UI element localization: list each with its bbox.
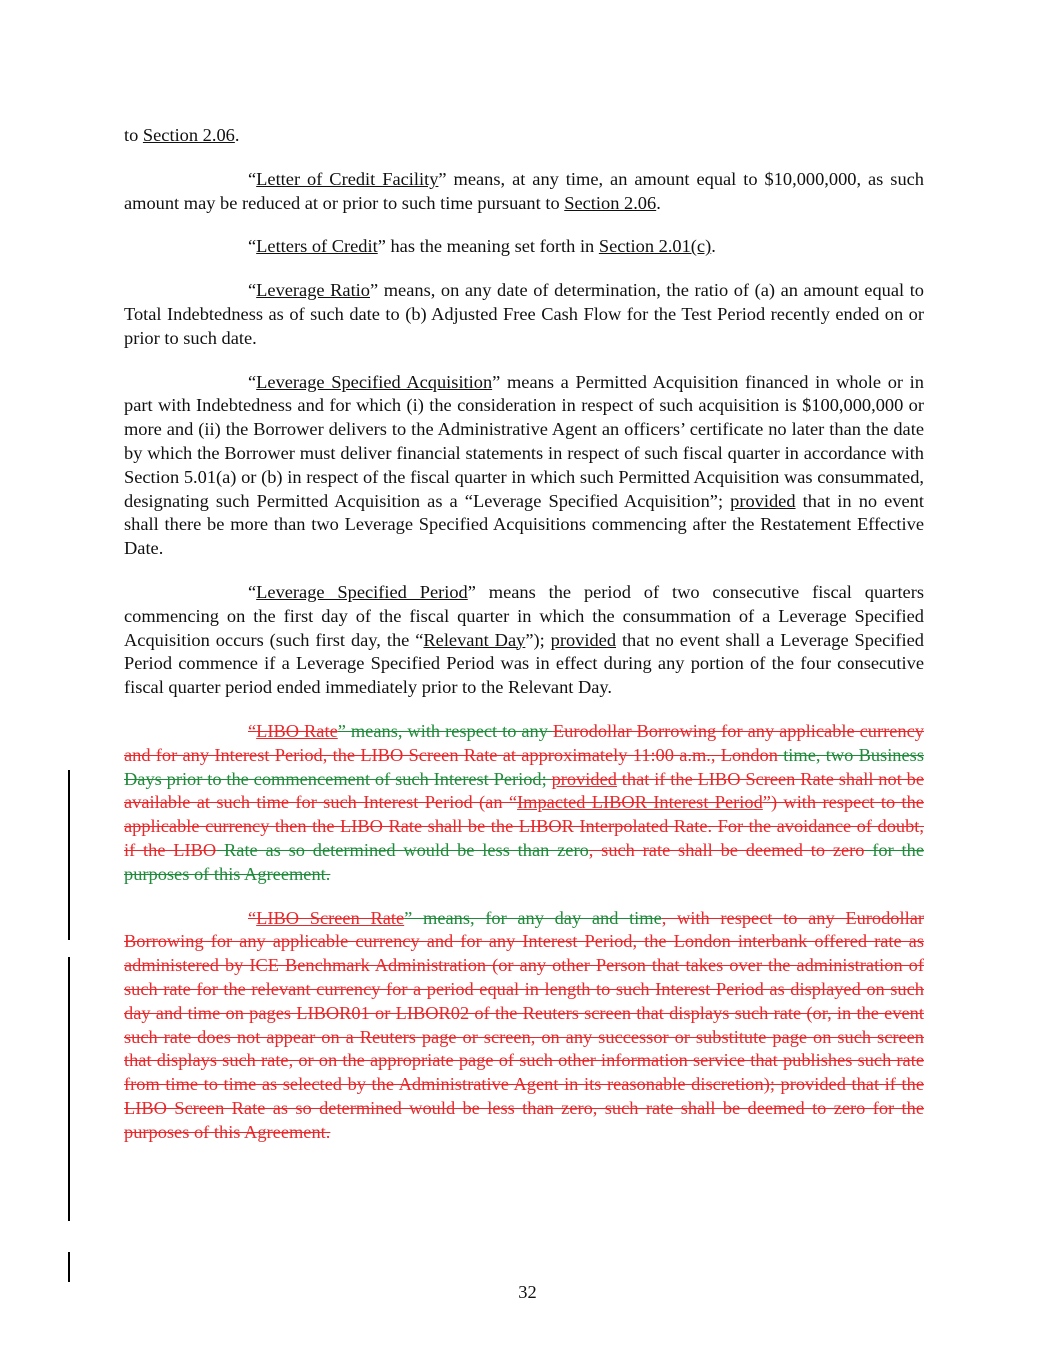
- deleted-definition-libo-rate: [124, 720, 924, 887]
- text: .: [656, 192, 661, 213]
- text: ” means the period of two consecutive fiscal quarters commencing on the first day of the fiscal quarter in which the consummation of a Leverage Specified Acquisition occurs (such first day, the “: [124, 581, 924, 650]
- text: “: [248, 581, 257, 602]
- deleted-text: , such rate shall be deemed to zero: [588, 839, 865, 860]
- change-bar: [68, 770, 70, 940]
- text: to: [124, 125, 143, 145]
- defined-term: Relevant Day: [423, 629, 526, 650]
- deleted-text: , with respect to any Eurodollar Borrowing for any applicable currency and for any Interest Period, the London interbank offered rate as administered by ICE Benchmark Administration (or any other Person that takes over the administration of such rate for the relevant currency for a period equal in length to such Interest Period as displayed on such day and time on pages LIBOR01 or LIBOR02 of the Reuters screen that displays such rate (or, in the event such rate does not appear on a Reuters page or screen, on any successor or substitute page on such screen that displays such rate, or on the appropriate page of such other information service that publishes such rate from time to time as selected by the Administrative Agent in its reasonable discretion); provided that if the LIBO Screen Rate as so determined would be less than zero, such rate shall be deemed to zero for the purposes of this Agreement.: [124, 907, 925, 1142]
- text: .: [234, 125, 240, 145]
- text: .: [711, 236, 716, 257]
- deleted-text: “: [248, 907, 257, 928]
- text: ” means, at any time, an amount equal to $10,000,000, as such amount may be reduced at or prior to such time pursuant to: [124, 168, 924, 213]
- change-bar: [68, 1252, 70, 1282]
- deleted-text: ” means, with respect to any: [337, 720, 553, 741]
- deleted-text: ”) with respect to the applicable currency then the LIBO Rate shall be the LIBOR Interpolated Rate. For the avoidance of doubt, if the LIBO: [124, 792, 924, 860]
- defined-term: Leverage Specified Period: [256, 581, 468, 602]
- section-ref: Section 2.06: [564, 192, 657, 213]
- deleted-text: that if the LIBO Screen Rate shall not be available at such time for such Interest Period (an “: [124, 768, 924, 813]
- defined-term: Leverage Ratio: [256, 280, 370, 301]
- text: that in no event shall there be more than two Leverage Specified Acquisitions commencing after the Restatement Effective Date.: [124, 490, 924, 559]
- definition-leverage-specified-period: [124, 581, 924, 700]
- deleted-text: ” means, for any day and time: [404, 907, 662, 928]
- defined-term: Letters of Credit: [256, 236, 378, 257]
- text: ” means, on any date of determination, the ratio of (a) an amount equal to Total Indebtedness as of such date to (b) Adjusted Free Cash Flow for the Test Period recently ended on or prior to such date.: [124, 280, 924, 348]
- defined-term: Leverage Specified Acquisition: [256, 371, 493, 392]
- deleted-text: for the purposes of this Agreement.: [124, 839, 925, 884]
- section-ref: Section 2.01(c): [598, 236, 712, 257]
- text: “: [248, 236, 257, 257]
- text: that no event shall a Leverage Specified Period commence if a Leverage Specified Period was in effect during any portion of the four consecutive fiscal quarter period ended immediately prior to the Relevant Day.: [124, 629, 925, 698]
- definition-letter-of-credit-facility: [124, 168, 924, 216]
- deleted-text: time, two Business Days prior to the commencement of such Interest Period;: [124, 744, 924, 789]
- deleted-text: Eurodollar Borrowing for any applicable currency and for any Interest Period, the LIBO Screen Rate at approximately 11:00 a.m., London: [124, 720, 924, 765]
- deleted-text: “: [248, 720, 257, 741]
- definition-leverage-ratio: [124, 279, 924, 350]
- change-bar: [68, 957, 70, 1221]
- section-ref: Section 2.06: [142, 125, 235, 145]
- deleted-defined-term: LIBO Rate: [256, 720, 338, 741]
- definition-leverage-specified-acquisition: [124, 371, 924, 561]
- text: ” means a Permitted Acquisition financed in whole or in part with Indebtedness and for which (i) the consideration in respect of such acquisition is $100,000,000 or more and (ii) the Borrower delivers to the Administrative Agent an officers’ certificate no later than the date by which the Borrower must deliver financial statements in respect of such fiscal quarter in accordance with Section 5.01(a) or (b) in respect of the fiscal quarter in which such Permitted Acquisition was consummated, designating such Permitted Acquisition as a “Leverage Specified Acquisition”;: [124, 371, 924, 511]
- proviso-term: provided: [730, 490, 796, 511]
- text: “: [248, 371, 257, 392]
- deleted-proviso-term: provided: [551, 768, 617, 789]
- defined-term: Letter of Credit Facility: [256, 168, 439, 189]
- page-number: 32: [518, 1282, 537, 1302]
- text: “: [248, 280, 257, 301]
- document-page: [124, 124, 924, 1164]
- text: “: [248, 168, 257, 189]
- proviso-term: provided: [550, 629, 617, 650]
- text: ” has the meaning set forth in: [377, 236, 599, 257]
- text: ”);: [525, 629, 551, 650]
- deleted-defined-term: LIBO Screen Rate: [256, 907, 405, 928]
- paragraph-section-ref: [124, 124, 924, 148]
- definition-letters-of-credit: [124, 235, 924, 259]
- deleted-defined-term: Impacted LIBOR Interest Period: [517, 792, 763, 813]
- deleted-definition-libo-screen-rate: [124, 907, 924, 1145]
- deleted-text: Rate as so determined would be less than zero: [216, 839, 589, 860]
